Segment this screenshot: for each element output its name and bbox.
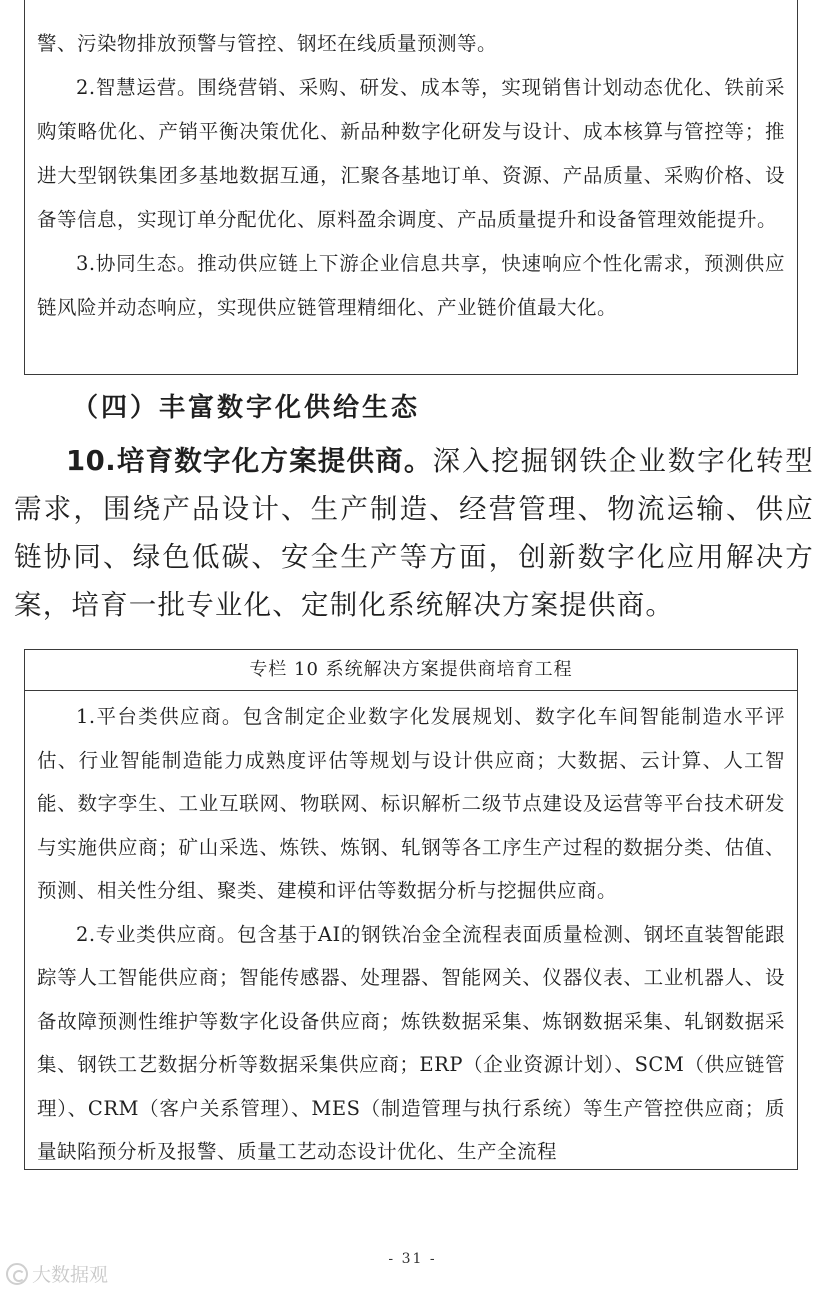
main-paragraph-text: 深入挖掘钢铁企业数字化转型需求，围绕产品设计、生产制造、经营管理、物流运输、供应链协同、绿色低碳、安全生产等方面，创新数字化应用解决方案，培育一批专业化、定制化系统解决方案提供商。 [14, 445, 814, 621]
box1-item-3-text: 推动供应链上下游企业信息共享，快速响应个性化需求，预测供应链风险并动态响应，实现供应链管理精细化、产业链价值最大化。 [37, 252, 785, 319]
feature-box-10 [24, 649, 798, 1170]
feature-box-title: 专栏 10 系统解决方案提供商培育工程 [25, 650, 797, 691]
box2-item-1-text: 包含制定企业数字化发展规划、数字化车间智能制造水平评估、行业智能制造能力成熟度评估等规划与设计供应商；大数据、云计算、人工智能、数字孪生、工业互联网、物联网、标识解析二级节点建设及运营等平台技术研发与实施供应商；矿山采选、炼铁、炼钢、轧钢等各工序生产过程的数据分类、估值、预测、相关性分组、聚类、建模和评估等数据分析与挖掘供应商。 [37, 705, 785, 902]
watermark-logo-icon [6, 1263, 28, 1285]
box1-item-3-title: 3.协同生态。 [76, 252, 198, 275]
box2-item-2 [25, 913, 797, 1174]
page-number: - 31 - [388, 1251, 437, 1267]
continued-text: 警、污染物排放预警与管控、钢坯在线质量预测等。 [37, 32, 498, 55]
box1-item-2-text: 围绕营销、采购、研发、成本等，实现销售计划动态优化、铁前采购策略优化、产销平衡决策优化、新品种数字化研发与设计、成本核算与管控等；推进大型钢铁集团多基地数据互通，汇聚各基地订单、资源、产品质量、采购价格、设备等信息，实现订单分配优化、原料盈余调度、产品质量提升和设备管理效能提升。 [37, 76, 785, 231]
watermark-text: 大数据观 [32, 1264, 109, 1286]
continued-feature-box [24, 0, 798, 375]
section-heading: （四）丰富数字化供给生态 [72, 393, 421, 423]
main-paragraph [14, 437, 814, 629]
feature-box-body [25, 691, 797, 1174]
watermark [6, 1260, 108, 1287]
box2-item-2-title: 2.专业类供应商。 [76, 922, 238, 946]
main-paragraph-lead: 10.培育数字化方案提供商。 [66, 445, 433, 477]
box2-item-1-title: 1.平台类供应商。 [76, 705, 243, 728]
box1-item-2-title: 2.智慧运营。 [76, 76, 198, 99]
box2-item-2-text: 包含基于AI的钢铁冶金全流程表面质量检测、钢坯直装智能跟踪等人工智能供应商；智能传感器、处理器、智能网关、仪器仪表、工业机器人、设备故障预测性维护等数字化设备供应商；炼铁数据采集、炼钢数据采集、轧钢数据采集、钢铁工艺数据分析等数据采集供应商；ERP（企业资源计划）、SCM（供应链管理）、CRM（客户关系管理）、MES（制造管理与执行系统）等生产管控供应商；质量缺陷预分析及报警、质量工艺动态设计优化、生产全流程 [37, 922, 785, 1163]
box1-item-2 [25, 66, 797, 242]
box1-item-3 [25, 242, 797, 330]
box2-item-1 [25, 695, 797, 913]
